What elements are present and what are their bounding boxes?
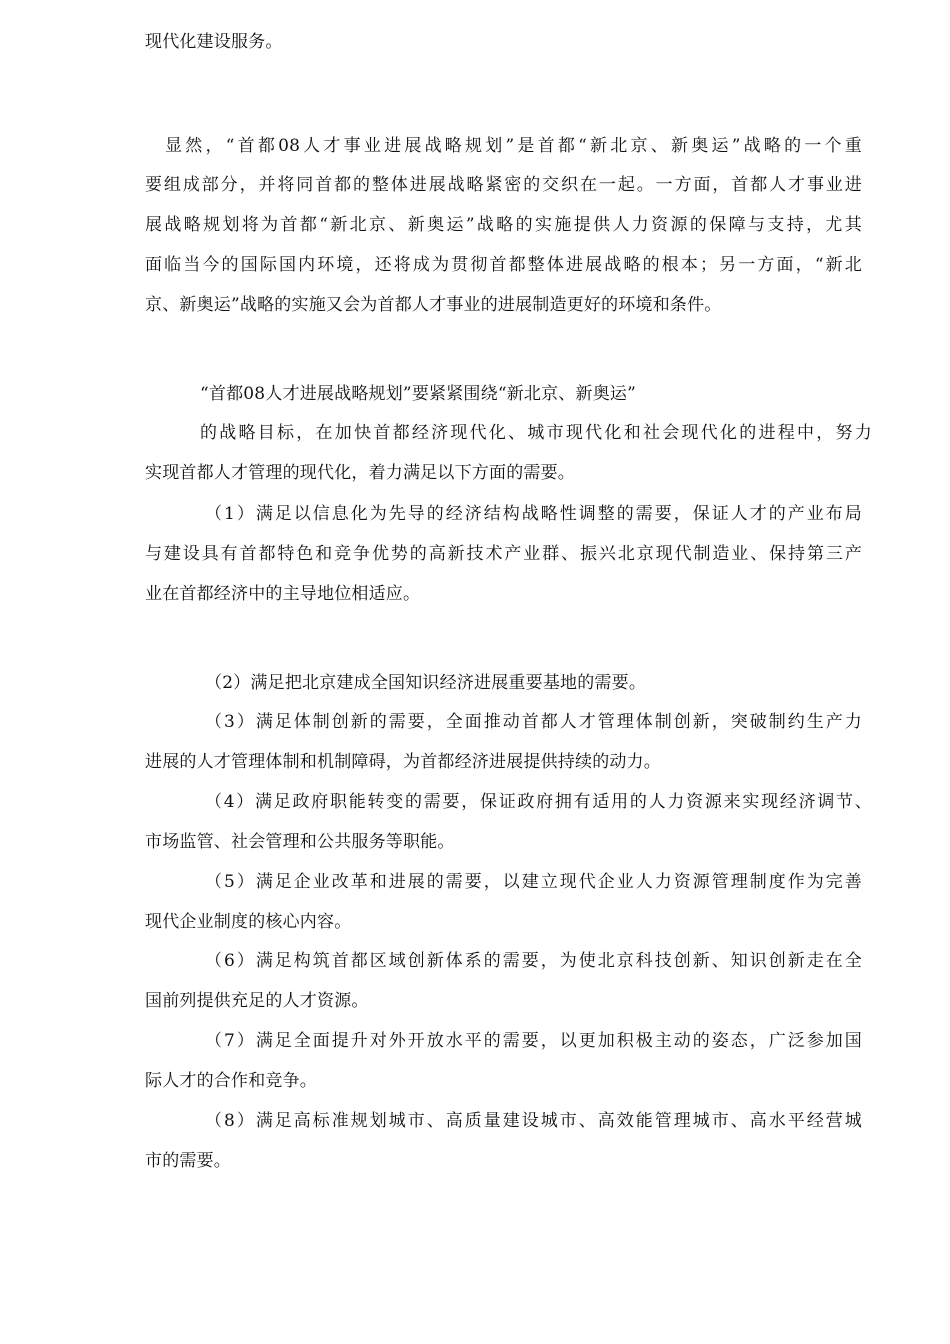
list-item-line: （3）满足体制创新的需要，全面推动首都人才管理体制创新，突破制约生产力 (205, 712, 862, 732)
paragraph-line: 现代化建设服务。 (145, 32, 283, 52)
list-item-line: 际人才的合作和竞争。 (145, 1071, 317, 1091)
list-item-line: 进展的人才管理体制和机制障碍，为首都经济进展提供持续的动力。 (145, 752, 661, 772)
paragraph-line: 展战略规划将为首都“新北京、新奥运”战略的实施提供人力资源的保障与支持，尤其 (145, 215, 862, 235)
list-item-line: （1）满足以信息化为先导的经济结构战略性调整的需要，保证人才的产业布局 (205, 504, 862, 524)
paragraph-line: 显然，“首都08人才事业进展战略规划”是首都“新北京、新奥运”战略的一个重 (165, 136, 862, 156)
list-item-line: （8）满足高标准规划城市、高质量建设城市、高效能管理城市、高水平经营城 (205, 1111, 862, 1131)
list-item-line: 市场监管、社会管理和公共服务等职能。 (145, 832, 455, 852)
list-item-line: 市的需要。 (145, 1151, 231, 1171)
list-item-line: （5）满足企业改革和进展的需要，以建立现代企业人力资源管理制度作为完善 (205, 872, 862, 892)
list-item-line: （7）满足全面提升对外开放水平的需要，以更加积极主动的姿态，广泛参加国 (205, 1031, 862, 1051)
paragraph-line: “首都08人才进展战略规划”要紧紧围绕“新北京、新奥运” (200, 384, 636, 404)
list-item-line: 国前列提供充足的人才资源。 (145, 991, 369, 1011)
paragraph-line: 实现首都人才管理的现代化，着力满足以下方面的需要。 (145, 463, 575, 483)
paragraph-line: 要组成部分，并将同首都的整体进展战略紧密的交织在一起。一方面，首都人才事业进 (145, 175, 862, 195)
paragraph-line: 的战略目标，在加快首都经济现代化、城市现代化和社会现代化的进程中，努力 (200, 423, 872, 443)
list-item-line: （6）满足构筑首都区域创新体系的需要，为使北京科技创新、知识创新走在全 (205, 951, 862, 971)
list-item-line: 与建设具有首都特色和竞争优势的高新技术产业群、振兴北京现代制造业、保持第三产 (145, 544, 862, 564)
paragraph-line: 面临当今的国际国内环境，还将成为贯彻首都整体进展战略的根本；另一方面，“新北 (145, 255, 862, 275)
paragraph-line: 京、新奥运”战略的实施又会为首都人才事业的进展制造更好的环境和条件。 (145, 295, 722, 315)
list-item-line: 业在首都经济中的主导地位相适应。 (145, 584, 421, 604)
list-item-line: （4）满足政府职能转变的需要，保证政府拥有适用的人力资源来实现经济调节、 (205, 792, 872, 812)
list-item-line: （2）满足把北京建成全国知识经济进展重要基地的需要。 (205, 673, 647, 693)
list-item-line: 现代企业制度的核心内容。 (145, 912, 352, 932)
